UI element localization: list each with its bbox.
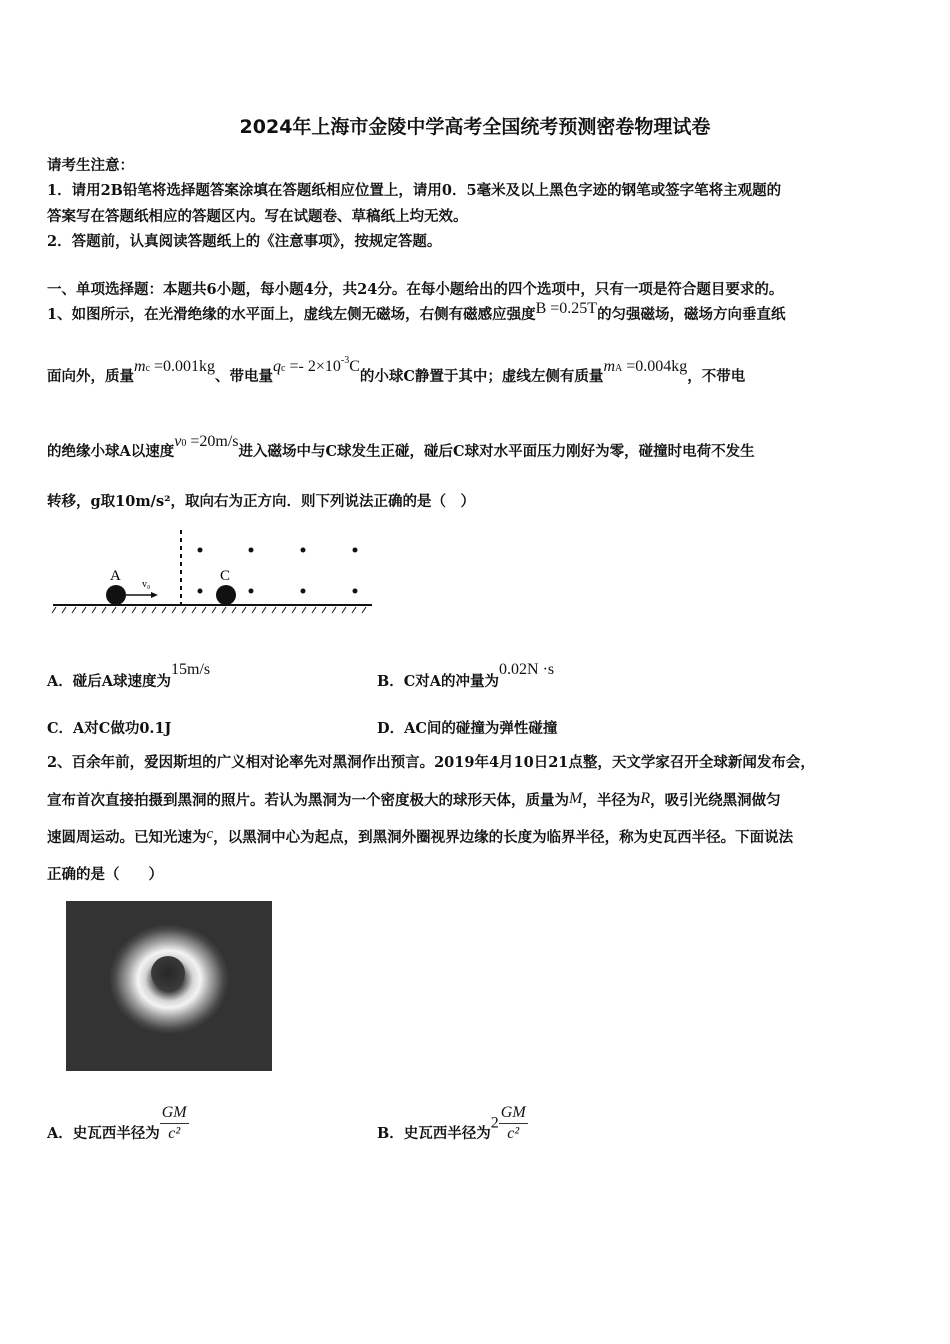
arrow-head-icon xyxy=(151,592,158,598)
ball-c xyxy=(216,585,236,605)
q1-line-1 xyxy=(47,300,786,324)
ground-hatching xyxy=(52,607,366,613)
notice-line-1a: 1．请用2B铅笔将选择题答案涂填在答题纸相应位置上，请用0．5毫米及以上黑色字迹的钢笔或签字笔将主观题的 xyxy=(47,182,782,199)
q2-line-3 xyxy=(47,826,793,847)
q1-mass-c xyxy=(134,358,215,375)
numerator: GM xyxy=(160,1103,189,1124)
option-label: A．碰后A球速度为 xyxy=(47,673,171,690)
value: =0.001kg xyxy=(150,358,216,375)
subscript: c xyxy=(281,363,286,374)
option-label: B．史瓦西半径为 xyxy=(377,1124,491,1142)
option-value: 0.02N ·s xyxy=(499,661,555,678)
black-hole-image xyxy=(66,901,272,1071)
q2-text: ，以黑洞中心为起点，到黑洞外圈视界边缘的长度为临界半径，称为史瓦西半径。下面说法 xyxy=(213,829,794,846)
value: =20m/s xyxy=(186,433,239,450)
label-v0: v₀ xyxy=(142,579,151,590)
q2-line-1: 2、百余年前，爱因斯坦的广义相对论率先对黑洞作出预言。2019年4月10日21点整，天文学家召开全球新闻发布会， xyxy=(47,754,815,771)
option-label: A．史瓦西半径为 xyxy=(47,1124,160,1142)
q1-text: ，不带电 xyxy=(687,368,746,385)
mass-symbol: M xyxy=(569,790,583,807)
light-speed-symbol: c xyxy=(206,826,214,842)
section-heading: 一、单项选择题：本题共6小题，每小题4分，共24分。在每小题给出的四个选项中，只有一项是符合题目要求的。 xyxy=(47,281,784,298)
q2-option-b[interactable] xyxy=(377,1103,528,1144)
q2-text: ，半径为 xyxy=(582,792,641,809)
subscript: c xyxy=(145,363,151,374)
symbol: v xyxy=(174,433,182,450)
label-c: C xyxy=(220,568,231,584)
fraction-gm-c2 xyxy=(160,1103,189,1144)
q2-option-a[interactable] xyxy=(47,1103,189,1144)
q1-text: 面向外，质量 xyxy=(47,368,134,385)
q2-text: ，吸引光绕黑洞做匀 xyxy=(650,792,781,809)
q2-text: 宣布首次直接拍摄到黑洞的照片。若认为黑洞为一个密度极大的球形天体，质量为 xyxy=(47,792,569,809)
q2-line-4: 正确的是（ ） xyxy=(47,866,163,883)
fraction-gm-c2 xyxy=(499,1103,528,1144)
q1-option-a[interactable] xyxy=(47,661,211,691)
q1-text: 的小球C静置于其中；虚线左侧有质量 xyxy=(359,368,604,385)
label-a: A xyxy=(110,568,121,584)
q2-text: 速圆周运动。已知光速为 xyxy=(47,829,207,846)
unit: C xyxy=(349,358,360,375)
q1-line-3 xyxy=(47,433,755,461)
q1-text: 、带电量 xyxy=(215,368,274,385)
option-value: 15m/s xyxy=(171,661,211,678)
subscript: 0 xyxy=(181,438,187,449)
q1-option-c[interactable]: C．A对C做功0.1J xyxy=(47,720,172,737)
q1-text: 的绝缘小球A以速度 xyxy=(47,443,175,460)
exponent: -3 xyxy=(340,355,350,366)
symbol: m xyxy=(134,358,146,375)
symbol: q xyxy=(273,358,282,375)
q1-option-d[interactable]: D．AC间的碰撞为弹性碰撞 xyxy=(377,720,558,737)
value: =- 2×10 xyxy=(285,358,341,375)
q1-mass-a xyxy=(603,358,687,375)
q1-line-2 xyxy=(47,355,746,386)
q1-velocity xyxy=(174,433,238,450)
q1-figure xyxy=(50,525,380,620)
coefficient: 2 xyxy=(490,1114,499,1132)
notice-line-1b: 答案写在答题纸相应的答题区内。写在试题卷、草稿纸上均无效。 xyxy=(47,208,468,225)
page-title: 2024年上海市金陵中学高考全国统考预测密卷物理试卷 xyxy=(239,116,711,138)
q1-line-4: 转移，g取10m/s²，取向右为正方向．则下列说法正确的是（ ） xyxy=(47,493,475,510)
black-hole-shadow xyxy=(151,956,185,990)
denominator: c² xyxy=(168,1125,181,1142)
q1-text: 的匀强磁场，磁场方向垂直纸 xyxy=(597,306,786,323)
notice-heading: 请考生注意： xyxy=(47,157,134,174)
q2-line-2 xyxy=(47,789,781,810)
q1-text: 1、如图所示，在光滑绝缘的水平面上，虚线左侧无磁场，右侧有磁感应强度 xyxy=(47,306,536,323)
q1-charge-c xyxy=(273,355,360,375)
option-label: B．C对A的冲量为 xyxy=(377,673,500,690)
symbol: m xyxy=(603,358,615,375)
radius-symbol: R xyxy=(640,790,651,807)
q1-field-b: B =0.25T xyxy=(535,300,598,317)
notice-line-2: 2．答题前，认真阅读答题纸上的《注意事项》，按规定答题。 xyxy=(47,233,442,250)
denominator: c² xyxy=(507,1125,520,1142)
numerator: GM xyxy=(499,1103,528,1124)
ball-a xyxy=(106,585,126,605)
value: =0.004kg xyxy=(622,358,688,375)
subscript: A xyxy=(615,363,623,374)
q1-option-b[interactable] xyxy=(377,661,555,691)
q1-text: 进入磁场中与C球发生正碰，碰后C球对水平面压力刚好为零，碰撞时电荷不发生 xyxy=(238,443,755,460)
